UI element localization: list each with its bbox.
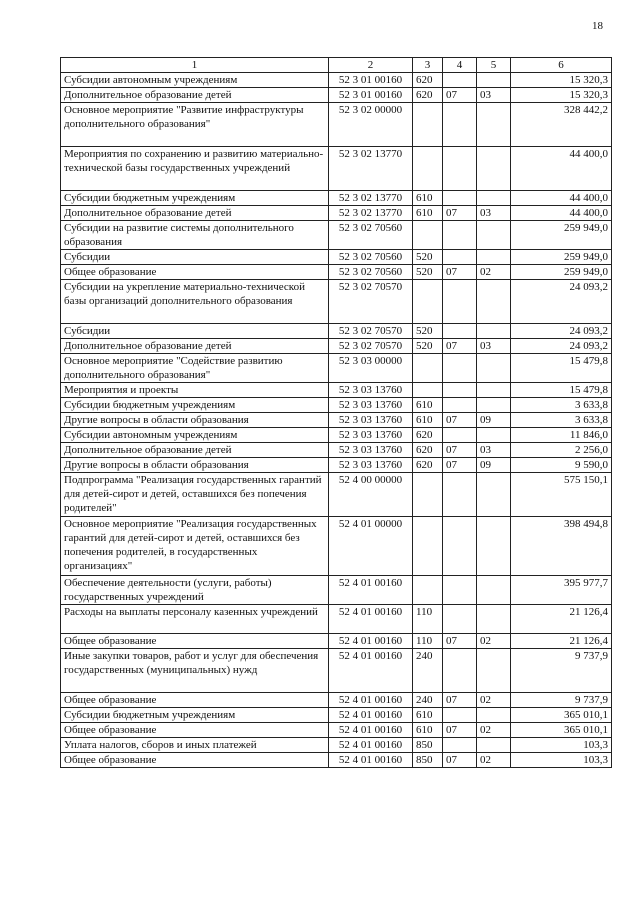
cell-vr: [413, 147, 443, 191]
table-row: [61, 458, 612, 473]
cell-name: Дополнительное образование детей: [61, 339, 329, 354]
cell-vr: 610: [413, 191, 443, 206]
cell-code: 52 4 01 00160: [329, 649, 413, 693]
cell-name: Субсидии: [61, 250, 329, 265]
cell-pr: [477, 250, 511, 265]
cell-rz: 07: [443, 88, 477, 103]
cell-name: Субсидии бюджетным учреждениям: [61, 398, 329, 413]
cell-pr: [477, 383, 511, 398]
cell-rz: 07: [443, 339, 477, 354]
table-row: [61, 634, 612, 649]
table-row: [61, 443, 612, 458]
cell-name: Другие вопросы в области образования: [61, 413, 329, 428]
cell-pr: 03: [477, 443, 511, 458]
cell-rz: [443, 324, 477, 339]
cell-amount: 9 590,0: [511, 458, 612, 473]
cell-rz: 07: [443, 723, 477, 738]
cell-amount: 15 320,3: [511, 88, 612, 103]
cell-name: Общее образование: [61, 693, 329, 708]
cell-name: Субсидии автономным учреждениям: [61, 73, 329, 88]
cell-amount: 44 400,0: [511, 191, 612, 206]
cell-rz: [443, 649, 477, 693]
table-row: [61, 88, 612, 103]
table-row: [61, 413, 612, 428]
cell-name: Дополнительное образование детей: [61, 206, 329, 221]
cell-name: Общее образование: [61, 753, 329, 768]
cell-rz: [443, 103, 477, 147]
cell-code: 52 4 01 00160: [329, 693, 413, 708]
cell-amount: 398 494,8: [511, 517, 612, 576]
cell-pr: [477, 147, 511, 191]
table-row: [61, 576, 612, 605]
cell-pr: [477, 605, 511, 634]
cell-rz: 07: [443, 206, 477, 221]
cell-name: Обеспечение деятельности (услуги, работы) государственных учреждений: [61, 576, 329, 605]
table-row: [61, 753, 612, 768]
table-row: [61, 103, 612, 147]
cell-rz: [443, 708, 477, 723]
cell-rz: [443, 221, 477, 250]
cell-name: Субсидии бюджетным учреждениям: [61, 708, 329, 723]
cell-pr: 02: [477, 634, 511, 649]
cell-vr: 520: [413, 250, 443, 265]
cell-code: 52 3 02 70570: [329, 339, 413, 354]
table-body: [61, 73, 612, 768]
cell-amount: 365 010,1: [511, 723, 612, 738]
cell-code: 52 4 01 00160: [329, 708, 413, 723]
cell-name: Основное мероприятие "Содействие развитию дополнительного образования": [61, 354, 329, 383]
table-row: [61, 250, 612, 265]
cell-rz: [443, 73, 477, 88]
cell-amount: 365 010,1: [511, 708, 612, 723]
cell-rz: 07: [443, 413, 477, 428]
table-row: [61, 280, 612, 324]
cell-code: 52 3 02 70560: [329, 221, 413, 250]
cell-pr: 09: [477, 458, 511, 473]
cell-code: 52 3 01 00160: [329, 73, 413, 88]
table-row: [61, 221, 612, 250]
cell-code: 52 4 01 00160: [329, 753, 413, 768]
table-row: [61, 206, 612, 221]
cell-name: Субсидии бюджетным учреждениям: [61, 191, 329, 206]
cell-vr: 240: [413, 649, 443, 693]
cell-rz: [443, 250, 477, 265]
cell-rz: [443, 605, 477, 634]
cell-name: Субсидии автономным учреждениям: [61, 428, 329, 443]
cell-vr: 620: [413, 73, 443, 88]
col-header-6: 6: [511, 58, 612, 73]
cell-rz: [443, 398, 477, 413]
cell-amount: 44 400,0: [511, 147, 612, 191]
cell-vr: [413, 517, 443, 576]
cell-rz: [443, 576, 477, 605]
cell-vr: 610: [413, 708, 443, 723]
cell-amount: 24 093,2: [511, 280, 612, 324]
table-row: [61, 339, 612, 354]
cell-code: 52 3 03 13760: [329, 383, 413, 398]
table-row: [61, 517, 612, 576]
cell-code: 52 3 02 70560: [329, 265, 413, 280]
cell-name: Субсидии на развитие системы дополнительного образования: [61, 221, 329, 250]
cell-name: Общее образование: [61, 634, 329, 649]
cell-amount: 15 479,8: [511, 383, 612, 398]
cell-code: 52 4 01 00160: [329, 738, 413, 753]
cell-pr: [477, 221, 511, 250]
page-number: 18: [592, 20, 603, 32]
cell-pr: 03: [477, 339, 511, 354]
table-row: [61, 473, 612, 517]
cell-amount: 21 126,4: [511, 605, 612, 634]
table-row: [61, 708, 612, 723]
budget-table: [60, 57, 612, 768]
cell-amount: 21 126,4: [511, 634, 612, 649]
cell-rz: 07: [443, 458, 477, 473]
table-row: [61, 398, 612, 413]
table-row: [61, 147, 612, 191]
cell-pr: 02: [477, 265, 511, 280]
cell-vr: [413, 354, 443, 383]
cell-code: 52 4 01 00160: [329, 723, 413, 738]
cell-pr: [477, 428, 511, 443]
cell-amount: 15 320,3: [511, 73, 612, 88]
col-header-4: 4: [443, 58, 477, 73]
cell-pr: [477, 576, 511, 605]
cell-code: 52 4 01 00160: [329, 634, 413, 649]
table-row: [61, 693, 612, 708]
cell-name: Мероприятия и проекты: [61, 383, 329, 398]
cell-rz: [443, 517, 477, 576]
cell-vr: [413, 280, 443, 324]
cell-amount: 259 949,0: [511, 265, 612, 280]
cell-pr: 02: [477, 753, 511, 768]
cell-vr: [413, 383, 443, 398]
cell-code: 52 3 02 13770: [329, 206, 413, 221]
cell-name: Иные закупки товаров, работ и услуг для обеспечения государственных (муниципальных) нужд: [61, 649, 329, 693]
table-row: [61, 383, 612, 398]
cell-rz: [443, 738, 477, 753]
cell-pr: [477, 738, 511, 753]
cell-vr: 240: [413, 693, 443, 708]
cell-amount: 259 949,0: [511, 221, 612, 250]
cell-code: 52 3 02 70570: [329, 280, 413, 324]
cell-amount: 103,3: [511, 738, 612, 753]
table-row: [61, 191, 612, 206]
cell-vr: 620: [413, 458, 443, 473]
cell-rz: [443, 473, 477, 517]
table-row: [61, 324, 612, 339]
cell-pr: [477, 517, 511, 576]
cell-pr: 02: [477, 723, 511, 738]
cell-amount: 24 093,2: [511, 339, 612, 354]
cell-code: 52 4 01 00160: [329, 605, 413, 634]
cell-name: Другие вопросы в области образования: [61, 458, 329, 473]
cell-vr: 520: [413, 324, 443, 339]
cell-amount: 575 150,1: [511, 473, 612, 517]
cell-rz: [443, 191, 477, 206]
cell-name: Мероприятия по сохранению и развитию материально-технической базы государственных учреждений: [61, 147, 329, 191]
cell-pr: 03: [477, 206, 511, 221]
cell-rz: [443, 383, 477, 398]
cell-pr: [477, 73, 511, 88]
cell-rz: 07: [443, 634, 477, 649]
table-row: [61, 73, 612, 88]
cell-vr: 110: [413, 605, 443, 634]
cell-vr: 520: [413, 339, 443, 354]
cell-amount: 9 737,9: [511, 693, 612, 708]
table-row: [61, 605, 612, 634]
cell-rz: [443, 147, 477, 191]
cell-pr: 02: [477, 693, 511, 708]
cell-code: 52 4 00 00000: [329, 473, 413, 517]
cell-vr: 610: [413, 413, 443, 428]
cell-rz: [443, 354, 477, 383]
cell-amount: 3 633,8: [511, 398, 612, 413]
cell-pr: [477, 324, 511, 339]
cell-code: 52 4 01 00160: [329, 576, 413, 605]
cell-code: 52 3 02 13770: [329, 191, 413, 206]
cell-rz: [443, 280, 477, 324]
cell-vr: 610: [413, 398, 443, 413]
cell-pr: [477, 473, 511, 517]
cell-pr: [477, 354, 511, 383]
cell-vr: [413, 103, 443, 147]
cell-rz: [443, 428, 477, 443]
cell-name: Уплата налогов, сборов и иных платежей: [61, 738, 329, 753]
cell-code: 52 3 03 13760: [329, 413, 413, 428]
cell-vr: 610: [413, 206, 443, 221]
cell-amount: 24 093,2: [511, 324, 612, 339]
cell-code: 52 3 02 70570: [329, 324, 413, 339]
col-header-3: 3: [413, 58, 443, 73]
cell-vr: 620: [413, 428, 443, 443]
cell-pr: [477, 398, 511, 413]
table-row: [61, 738, 612, 753]
cell-vr: [413, 221, 443, 250]
col-header-1: 1: [61, 58, 329, 73]
header-row: [61, 58, 612, 73]
cell-vr: 110: [413, 634, 443, 649]
cell-code: 52 3 03 13760: [329, 428, 413, 443]
cell-amount: 3 633,8: [511, 413, 612, 428]
col-header-5: 5: [477, 58, 511, 73]
cell-rz: 07: [443, 265, 477, 280]
cell-amount: 11 846,0: [511, 428, 612, 443]
cell-name: Подпрограмма "Реализация государственных гарантий для детей-сирот и детей, оставшихся без попечения родителей": [61, 473, 329, 517]
col-header-2: 2: [329, 58, 413, 73]
cell-vr: 620: [413, 88, 443, 103]
cell-vr: 620: [413, 443, 443, 458]
cell-code: 52 3 02 70560: [329, 250, 413, 265]
cell-name: Субсидии на укрепление материально-технической базы организаций дополнительного образования: [61, 280, 329, 324]
cell-pr: [477, 708, 511, 723]
cell-pr: 09: [477, 413, 511, 428]
cell-code: 52 3 02 00000: [329, 103, 413, 147]
cell-pr: 03: [477, 88, 511, 103]
cell-pr: [477, 191, 511, 206]
cell-amount: 259 949,0: [511, 250, 612, 265]
cell-pr: [477, 280, 511, 324]
cell-name: Основное мероприятие "Реализация государственных гарантий для детей-сирот и детей, оставшихся без попечения родителей, в государственных организациях": [61, 517, 329, 576]
table-row: [61, 265, 612, 280]
cell-vr: 850: [413, 738, 443, 753]
table-row: [61, 723, 612, 738]
cell-code: 52 3 03 00000: [329, 354, 413, 383]
cell-amount: 15 479,8: [511, 354, 612, 383]
cell-name: Дополнительное образование детей: [61, 88, 329, 103]
cell-code: 52 3 03 13760: [329, 458, 413, 473]
cell-code: 52 4 01 00000: [329, 517, 413, 576]
cell-name: Дополнительное образование детей: [61, 443, 329, 458]
cell-amount: 44 400,0: [511, 206, 612, 221]
cell-name: Общее образование: [61, 265, 329, 280]
cell-vr: 850: [413, 753, 443, 768]
cell-pr: [477, 649, 511, 693]
cell-amount: 9 737,9: [511, 649, 612, 693]
cell-name: Общее образование: [61, 723, 329, 738]
cell-name: Субсидии: [61, 324, 329, 339]
cell-amount: 2 256,0: [511, 443, 612, 458]
table-row: [61, 354, 612, 383]
cell-code: 52 3 02 13770: [329, 147, 413, 191]
cell-vr: 610: [413, 723, 443, 738]
cell-rz: 07: [443, 693, 477, 708]
cell-code: 52 3 01 00160: [329, 88, 413, 103]
table-row: [61, 428, 612, 443]
cell-amount: 103,3: [511, 753, 612, 768]
cell-vr: [413, 473, 443, 517]
cell-name: Расходы на выплаты персоналу казенных учреждений: [61, 605, 329, 634]
cell-rz: 07: [443, 443, 477, 458]
cell-vr: 520: [413, 265, 443, 280]
cell-name: Основное мероприятие "Развитие инфраструктуры дополнительного образования": [61, 103, 329, 147]
cell-amount: 395 977,7: [511, 576, 612, 605]
cell-code: 52 3 03 13760: [329, 443, 413, 458]
cell-amount: 328 442,2: [511, 103, 612, 147]
table-row: [61, 649, 612, 693]
cell-rz: 07: [443, 753, 477, 768]
cell-code: 52 3 03 13760: [329, 398, 413, 413]
cell-pr: [477, 103, 511, 147]
cell-vr: [413, 576, 443, 605]
